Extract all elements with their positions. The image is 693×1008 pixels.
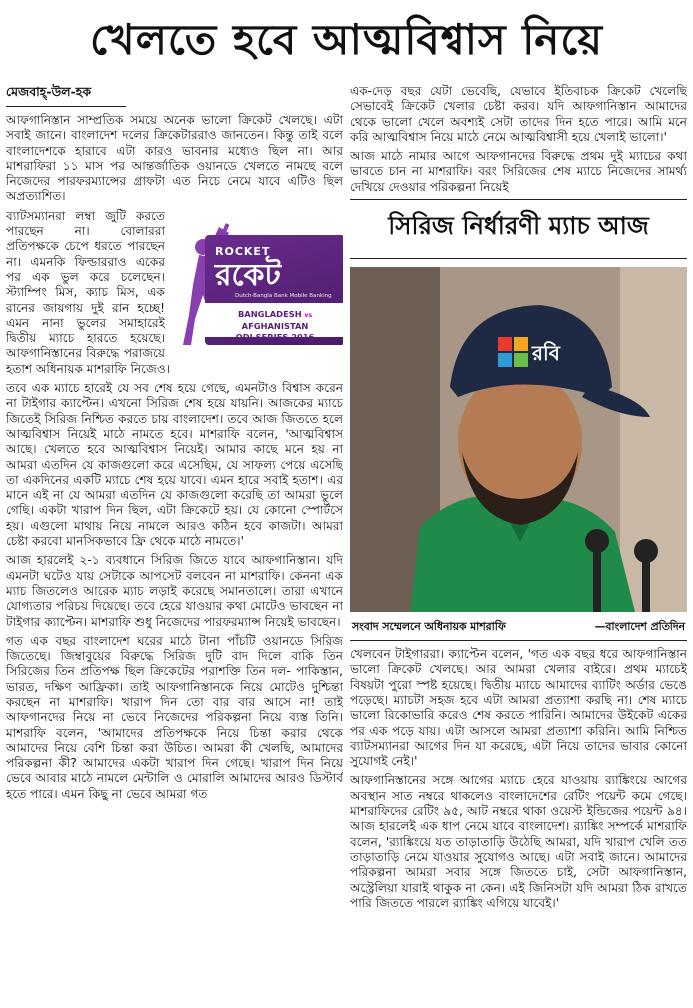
right-paragraph-1: এক-দেড় বছর যেটা ভেবেছি, যেভাবে ইতিবাচক ক্রিকেট খেলেছি সেভাবেই ক্রিকেট খেলার চেষ্টা করব। যদি আফগানিস্তান আমাদের থেকে ভালো খেলে অবশ্যই সেটা তাদের দিন হতে পারে। আমি মনে করি আত্মবিশ্বাস নিয়ে মাঠে নেমে আত্মবিশ্বাসী হয়ে খেলাই ভালো।' [350, 84, 687, 144]
right-paragraph-2: আজ মাঠে নামার আগে আফগানদের বিরুদ্ধে প্রথম দুই ম্যাচের কথা ভাবতে চান না মাশরাফি। বরং সিরিজের শেষ ম্যাচে নিজেদের সামর্থ্য দেখিয়ে দেওয়ার পরিকল্পনা নিয়েই [350, 149, 687, 194]
rocket-ad-card [205, 235, 343, 345]
right-column [350, 84, 687, 1004]
cap-logo-text: রবি [532, 341, 560, 366]
left-paragraph-5: গত এক বছর বাংলাদেশ ঘরের মাঠে টানা পাঁচটি ওয়ানডে সিরিজ জিতেছে। জিম্বাবুয়ের বিরুদ্ধে সিরিজ দুটি বাদ দিলে বাকি তিন সিরিজের তিন প্রতিপক্ষ ছিল ক্রিকেটের পরাশক্তি তিন দল- পাকিস্তান, ভারত, দক্ষিণ আফ্রিকা। তাই আফগানিস্তানকে নিয়ে মোটেও দুশ্চিন্তা করছেন না মাশরাফি। খারাপ দিন তো বার বার আসে না! তাই আফগানদের নিয়ে না ভেবে নিজেদের পরিকল্পনা নিয়ে ব্যস্ত তিনি। মাশরাফি বলেন, 'আমাদের প্রতিপক্ষকে নিয়ে চিন্তা করার থেকে আমাদের নিয়ে বেশি চিন্তা করা উচিত। আমরা কী খেলছি, আমাদের পরিকল্পনা কী? আমাদের একটা খারাপ দিন গেছে। খারাপ দিন নিয়ে ভেবে আবার মাঠে নামলে মেন্টালি ও মোরালি আমাদের আরও ডিস্টার্ব হতে পারে। এমন কিছু না ভেবে আমরা গত [6, 633, 343, 801]
caption-text: সংবাদ সম্মেলনে অধিনায়ক মাশরাফি [352, 620, 506, 634]
series-team-2: AFGHANISTAN [241, 320, 309, 331]
rocket-ad-title: ROCKET [215, 244, 271, 258]
left-paragraph-1: আফগানিস্তান সাম্প্রতিক সময়ে অনেক ভালো ক্রিকেট খেলছে। এটা সবাই জানে। বাংলাদেশ দলের ক্রিকেটাররাও জানতেন। কিন্তু তাই বলে বাংলাদেশকে হারাবে এটা কারও ভাবনার মধ্যেও ছিল না। আর মাশরাফিরা ১১ মাস পর আন্তর্জাতিক ওয়ানডে খেলতে নামছে বলে নিজেদের পারফরম্যান্সের গ্রাফটা এত নিচে নেমে যাবে এটিও ছিল অপ্রত্যাশিত। [6, 113, 343, 204]
rocket-ad-subtitle: Dutch-Bangla Bank Mobile Banking [235, 292, 332, 299]
player-photo-illustration [350, 267, 687, 612]
press-conference-photo [350, 267, 687, 612]
left-paragraph-2: ব্যাটসম্যানরা লম্বা জুটি করতে পারছেন না। বোলাররা প্রতিপক্ষকে চেপে ধরতে পারছেন না। এমনকি ফিল্ডাররাও একের পর এক ভুল করে চলেছেন। স্ট্যাম্পিং মিস, ক্যাচ মিস, এক রানের জায়গায় দুই রান হচ্ছে! এমন নানা ভুলের সমাহারেই দ্বিতীয় ম্যাচে হারতে হয়েছে। আফগানিস্তানের বিরুদ্ধে পরাজয়ে হতাশ অধিনায়ক মাশরাফি নিজেও। [6, 208, 171, 376]
left-paragraph-4: আজ হারলেই ২-১ ব্যবধানে সিরিজ জিতে যাবে আফগানিস্তান। যদি এমনটা ঘটেও যায় সেটাকে আপসেট বলবেন না মাশরাফি। কেননা এক ম্যাচ জিতলেও আরেক ম্যাচ লড়াই করেছে সমানতালে। তারা এখানে যোগ্যতার পরিচয় দিয়েছে। তবে হেরে যাওয়ার কথা মোটেও ভাবছেন না টাইগার ক্যাপ্টেন। মাশরাফি শুধু নিজেদের পারফরম্যান্স নিয়েই ভাবছেন। [6, 553, 343, 629]
series-banner [205, 303, 343, 342]
sub-headline: সিরিজ নির্ধারণী ম্যাচ আজ [350, 199, 687, 259]
caption-credit: —বাংলাদেশ প্রতিদিন [594, 620, 685, 634]
byline: মেজবাহ্-উল-হক [6, 84, 126, 107]
right-paragraph-3: খেলবেন টাইগাররা। ক্যাপ্টেন বলেন, 'গত এক বছর ধরে আফগানিস্তান ভালো ক্রিকেট খেলছে। আর আমরা খেলার বাইরে। প্রথম ম্যাচেই বিষয়টা পুরো স্পষ্ট হয়েছে। দ্বিতীয় ম্যাচে আমাদের ব্যাটিং অর্ডার ভেঙে পড়েছে। ম্যাচটা সহজ হবে এটা আমরা প্রত্যাশা করছি না। শেষ ম্যাচে ভালো রিকোভারি করেও শেষ করতে পারিনি। আমাদের উইকেট একের পর এক পড়ে যায়। এটা আসলে আমরা প্রত্যাশা করিনি। আমি নিশ্চিত ব্যাটসম্যানরা আগের দিন যা করেছে, এটা নিয়ে তাদের ভাবার কোনো সুযোগই নেই।' [350, 647, 687, 769]
right-paragraph-4: আফগানিস্তানের সঙ্গে আগের ম্যাচে হেরে যাওয়ায় র‍্যাঙ্কিংয়ে আগের অবস্থান সাত নম্বরে থাকলেও বাংলাদেশের রেটিং পয়েন্ট কমে গেছে। মাশরাফিদের রেটিং ৯৫, আট নম্বরে থাকা ওয়েস্ট ইন্ডিজের পয়েন্ট ৯৪। আজ হারলেই এক ধাপ নেমে যাবে বাংলাদেশ। র‍্যাঙ্কিং সম্পর্কে মাশরাফি বলেন, 'র‍্যাঙ্কিংয়ে যত তাড়াতাড়ি উঠেছি আমরা, যদি খারাপ খেলি তত তাড়াতাড়ি নেমে যাওয়ার সুযোগও আছে। এটা সবাই জানে। আমাদের পরিকল্পনা আমরা সবার সঙ্গে জিততে চাই, সেটা আফগানিস্তান, অস্ট্রেলিয়া যারাই থাকুক না কেন। এই জিনিসটা যদি আমরা ঠিক রাখতে পারি জিততে পারলে র‍্যাঙ্কিং এগিয়ে যাবেই।' [350, 773, 687, 910]
rocket-ad-logo: রকেট [215, 257, 281, 293]
rocket-ad [171, 215, 343, 353]
left-paragraph-3: তবে এক ম্যাচে হারেই যে সব শেষ হয়ে গেছে, এমনটাও বিশ্বাস করেন না টাইগার ক্যাপ্টেন। এখনো সিরিজ শেষ হয়ে যায়নি। আজকের ম্যাচে জিতেই সিরিজ নিশ্চিত করতে চায় বাংলাদেশ। তবে আজ জিততে হলে আত্মবিশ্বাস নিয়েই মাঠে নামতে হবে। মাশরাফি বলেন, 'আত্মবিশ্বাস আছে। খেলতে হবে আত্মবিশ্বাস নিয়েই। আমার কাছে মনে হয় না আমরা এতদিন যে কাজগুলো করে এসেছিম, যে সাফল্য পেয়ে এসেছি তা একদিনের একটি ম্যাচে শেষ হয়ে যাবে। এমন হারে সবাই হতাশ। এর মানে এই না যে আমরা এতদিন যে কাজগুলো করেছি তা আমরা ভুলে গেছি। একটা খারাপ দিন ছিল, এটা ক্রিকেটে হয়। যে কোনো স্পোর্টসে হয়। এগুলো মাথায় নিয়ে নামলে আরও কঠিন হবে কাজটা। আমরা চেষ্টা করবো মানসিকভাবে ফ্রি থেকে মাঠে নামতে।' [6, 381, 343, 549]
photo-caption [350, 612, 687, 641]
series-team-1: BANGLADESH [237, 308, 302, 319]
series-vs: vs [304, 311, 313, 319]
series-name: ODI SERIES 2016 [235, 331, 315, 342]
headline: খেলতে হবে আত্মবিশ্বাস নিয়ে [90, 15, 603, 64]
left-column [6, 84, 343, 1004]
